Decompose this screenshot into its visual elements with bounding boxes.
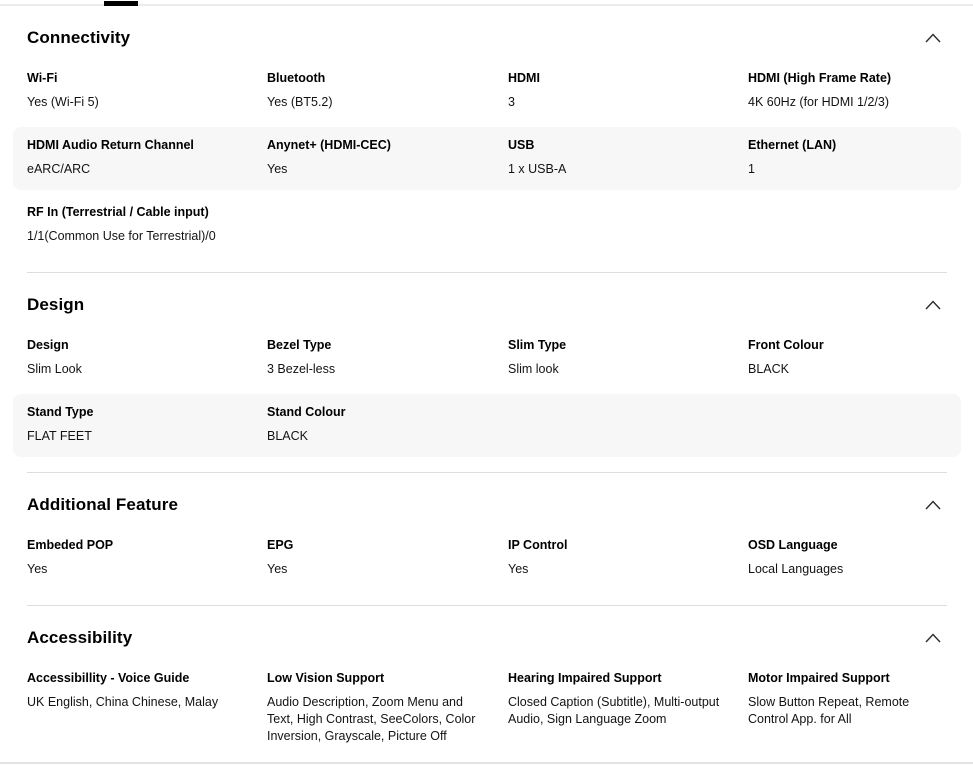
chevron-up-icon[interactable] xyxy=(925,500,941,510)
spec-item xyxy=(508,337,748,378)
section-rows xyxy=(13,327,961,457)
spec-label: Embeded POP xyxy=(27,538,114,552)
spec-value: 3 xyxy=(508,95,515,109)
chevron-up-icon[interactable] xyxy=(925,300,941,310)
spec-item xyxy=(267,137,508,178)
spec-value: Closed Caption (Subtitle), Multi-output Audio, Sign Language Zoom xyxy=(508,695,720,726)
spec-label: EPG xyxy=(267,538,294,552)
spec-value: Local Languages xyxy=(748,562,844,576)
section-design xyxy=(13,273,961,457)
spec-row xyxy=(13,127,961,190)
spec-row xyxy=(13,327,961,390)
spec-label: Front Colour xyxy=(748,338,824,352)
spec-value: 1 x USB-A xyxy=(508,162,567,176)
spec-label: Bezel Type xyxy=(267,338,332,352)
spec-value: Slow Button Repeat, Remote Control App. for All xyxy=(748,695,910,726)
spec-item xyxy=(27,537,267,578)
spec-item xyxy=(508,537,748,578)
section-rows xyxy=(13,527,961,590)
section-title: Accessibility xyxy=(27,628,133,647)
spec-label: Slim Type xyxy=(508,338,567,352)
spec-item xyxy=(27,137,267,178)
spec-item xyxy=(267,404,508,445)
spec-value: Slim look xyxy=(508,362,559,376)
section-header-connectivity[interactable] xyxy=(13,6,961,60)
spec-item xyxy=(27,204,267,245)
spec-item xyxy=(748,70,961,111)
spec-item xyxy=(748,537,961,578)
spec-item xyxy=(748,337,961,378)
spec-item xyxy=(27,70,267,111)
spec-value: BLACK xyxy=(748,362,789,376)
spec-item xyxy=(748,670,961,745)
spec-label: RF In (Terrestrial / Cable input) xyxy=(27,205,209,219)
spec-label: USB xyxy=(508,138,535,152)
spec-label: Stand Colour xyxy=(267,405,346,419)
spec-item xyxy=(267,337,508,378)
section-header-design[interactable] xyxy=(13,273,961,327)
spec-label: Low Vision Support xyxy=(267,671,385,685)
spec-value: Yes (Wi-Fi 5) xyxy=(27,95,99,109)
spec-item xyxy=(267,537,508,578)
spec-row xyxy=(13,527,961,590)
spec-item xyxy=(267,70,508,111)
spec-label: Hearing Impaired Support xyxy=(508,671,662,685)
spec-label: HDMI (High Frame Rate) xyxy=(748,71,892,85)
spec-label: IP Control xyxy=(508,538,568,552)
spec-label: Wi-Fi xyxy=(27,71,58,85)
spec-label: OSD Language xyxy=(748,538,838,552)
tab-bar-bottom-edge xyxy=(0,0,973,6)
spec-label: Accessibillity - Voice Guide xyxy=(27,671,190,685)
spec-item xyxy=(27,404,267,445)
spec-value: 1/1(Common Use for Terrestrial)/0 xyxy=(27,229,216,243)
section-title: Design xyxy=(27,295,85,314)
section-rows xyxy=(13,60,961,257)
spec-label: HDMI xyxy=(508,71,540,85)
section-accessibility xyxy=(13,606,961,757)
spec-label: Ethernet (LAN) xyxy=(748,138,837,152)
spec-value: 1 xyxy=(748,162,755,176)
spec-row xyxy=(13,60,961,123)
section-header-accessibility[interactable] xyxy=(13,606,961,660)
section-header-additional-feature[interactable] xyxy=(13,473,961,527)
spec-value: FLAT FEET xyxy=(27,429,92,443)
active-tab-underline xyxy=(104,1,138,6)
spec-bottom-divider xyxy=(0,762,973,764)
spec-item xyxy=(27,670,267,745)
spec-item xyxy=(508,670,748,745)
spec-value: 3 Bezel-less xyxy=(267,362,336,376)
spec-value: Yes xyxy=(267,162,288,176)
chevron-up-icon[interactable] xyxy=(925,633,941,643)
spec-label: Motor Impaired Support xyxy=(748,671,890,685)
spec-value: Yes xyxy=(267,562,288,576)
section-connectivity xyxy=(13,6,961,257)
spec-value: eARC/ARC xyxy=(27,162,91,176)
spec-row xyxy=(13,394,961,457)
section-rows xyxy=(13,660,961,757)
spec-value: BLACK xyxy=(267,429,308,443)
spec-item xyxy=(27,337,267,378)
spec-value: 4K 60Hz (for HDMI 1/2/3) xyxy=(748,95,890,109)
section-title: Connectivity xyxy=(27,28,131,47)
spec-item xyxy=(508,137,748,178)
spec-value: Slim Look xyxy=(27,362,82,376)
spec-row xyxy=(13,660,961,757)
spec-label: Stand Type xyxy=(27,405,94,419)
spec-value: Audio Description, Zoom Menu and Text, High Contrast, SeeColors, Color Inversion, Grayscale, Picture Off xyxy=(267,695,476,743)
spec-item xyxy=(508,70,748,111)
spec-value: Yes xyxy=(508,562,529,576)
spec-row xyxy=(13,194,961,257)
section-title: Additional Feature xyxy=(27,495,179,514)
spec-value: Yes xyxy=(27,562,48,576)
spec-value: Yes (BT5.2) xyxy=(267,95,333,109)
spec-value: UK English, China Chinese, Malay xyxy=(27,695,219,709)
spec-item xyxy=(748,137,961,178)
spec-label: Bluetooth xyxy=(267,71,326,85)
spec-label: HDMI Audio Return Channel xyxy=(27,138,194,152)
spec-label: Design xyxy=(27,338,69,352)
spec-item xyxy=(267,670,508,745)
spec-sections xyxy=(0,6,973,757)
spec-label: Anynet+ (HDMI-CEC) xyxy=(267,138,391,152)
section-additional-feature xyxy=(13,473,961,590)
chevron-up-icon[interactable] xyxy=(925,33,941,43)
